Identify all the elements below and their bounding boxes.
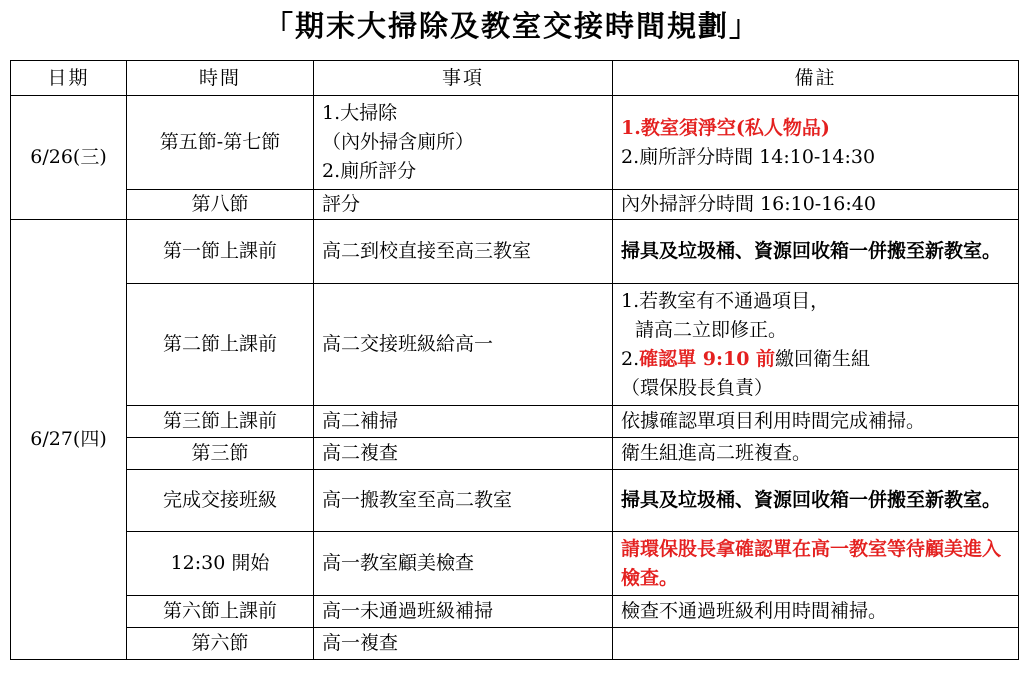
date-cell: 6/26(三) bbox=[11, 96, 127, 220]
table-row bbox=[11, 190, 1019, 220]
note-deadline-highlight: 確認單 9:10 前 bbox=[639, 347, 776, 370]
time-cell: 第三節 bbox=[127, 438, 314, 470]
note-text: 繳回衛生組 bbox=[775, 347, 871, 370]
item-cell: 高一教室顧美檢查 bbox=[314, 532, 613, 596]
note-cell: 檢查不通過班級利用時間補掃。 bbox=[613, 596, 1019, 628]
time-cell: 第六節 bbox=[127, 628, 314, 660]
time-cell: 第八節 bbox=[127, 190, 314, 220]
item-cell bbox=[314, 96, 613, 190]
item-line: 1.大掃除 bbox=[322, 102, 398, 124]
table-row bbox=[11, 96, 1019, 190]
table-row bbox=[11, 438, 1019, 470]
note-line: 2.廁所評分時間 14:10-14:30 bbox=[621, 145, 876, 168]
date-cell: 6/27(四) bbox=[11, 220, 127, 660]
time-cell: 第二節上課前 bbox=[127, 284, 314, 406]
note-line: 1.若教室有不通過項目， bbox=[621, 289, 830, 312]
header-item: 事項 bbox=[314, 61, 613, 96]
document-title: 「期末大掃除及教室交接時間規劃」 bbox=[263, 9, 760, 43]
item-line: 2.廁所評分 bbox=[322, 160, 417, 182]
schedule-table bbox=[10, 60, 1019, 660]
header-note: 備註 bbox=[613, 61, 1019, 96]
item-line: （內外掃含廁所） bbox=[322, 131, 475, 153]
header-time: 時間 bbox=[127, 61, 314, 96]
time-cell: 第三節上課前 bbox=[127, 406, 314, 438]
table-row bbox=[11, 284, 1019, 406]
note-cell: 內外掃評分時間 16:10-16:40 bbox=[613, 190, 1019, 220]
table-row bbox=[11, 596, 1019, 628]
item-cell: 高二補掃 bbox=[314, 406, 613, 438]
header-row bbox=[11, 61, 1019, 96]
time-cell: 完成交接班級 bbox=[127, 470, 314, 532]
note-number: 2. bbox=[621, 347, 640, 370]
note-line bbox=[621, 316, 1010, 345]
note-line-highlight: 1.教室須淨空(私人物品) bbox=[621, 116, 830, 139]
note-line bbox=[621, 345, 1010, 374]
note-text: 請高二立即修正。 bbox=[635, 318, 788, 341]
note-cell bbox=[613, 96, 1019, 190]
item-cell: 高二複查 bbox=[314, 438, 613, 470]
note-cell bbox=[613, 628, 1019, 660]
note-cell: 掃具及垃圾桶、資源回收箱一併搬至新教室。 bbox=[613, 220, 1019, 284]
table-row bbox=[11, 470, 1019, 532]
item-cell: 高一複查 bbox=[314, 628, 613, 660]
item-cell: 高二交接班級給高一 bbox=[314, 284, 613, 406]
note-cell: 衛生組進高二班複查。 bbox=[613, 438, 1019, 470]
time-cell: 第六節上課前 bbox=[127, 596, 314, 628]
time-cell: 第五節-第七節 bbox=[127, 96, 314, 190]
table-row bbox=[11, 628, 1019, 660]
note-cell bbox=[613, 284, 1019, 406]
table-row bbox=[11, 406, 1019, 438]
table-row bbox=[11, 220, 1019, 284]
note-cell: 依據確認單項目利用時間完成補掃。 bbox=[613, 406, 1019, 438]
time-cell: 第一節上課前 bbox=[127, 220, 314, 284]
note-cell-highlight: 請環保股長拿確認單在高一教室等待顧美進入檢查。 bbox=[613, 532, 1019, 596]
item-cell: 評分 bbox=[314, 190, 613, 220]
item-cell: 高一搬教室至高二教室 bbox=[314, 470, 613, 532]
header-date: 日期 bbox=[11, 61, 127, 96]
item-cell: 高二到校直接至高三教室 bbox=[314, 220, 613, 284]
note-cell: 掃具及垃圾桶、資源回收箱一併搬至新教室。 bbox=[613, 470, 1019, 532]
item-cell: 高一未通過班級補掃 bbox=[314, 596, 613, 628]
note-line: （環保股長負責） bbox=[621, 376, 774, 399]
table-row bbox=[11, 532, 1019, 596]
time-cell: 12:30 開始 bbox=[127, 532, 314, 596]
